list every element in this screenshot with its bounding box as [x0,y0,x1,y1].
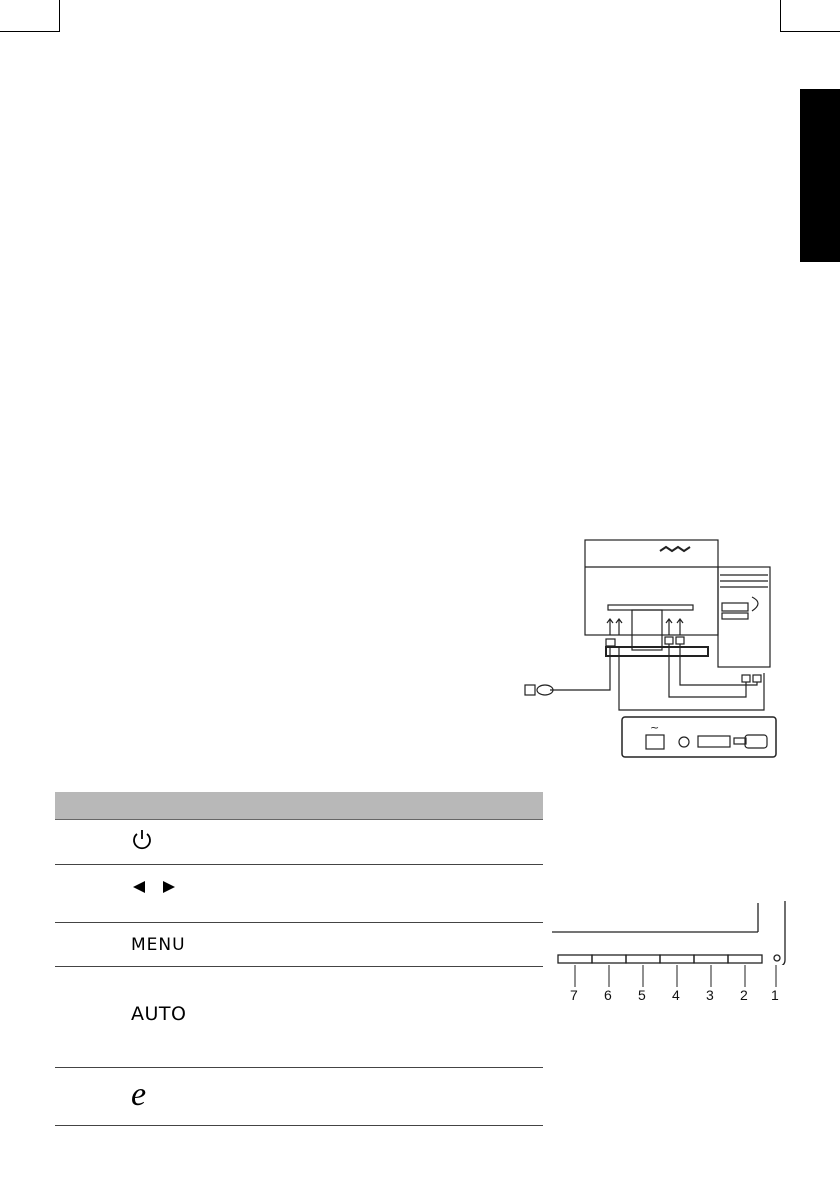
crop-mark-top-right [780,31,840,32]
crop-mark-top-left-v [59,0,60,31]
bezel-label-5: 5 [638,987,646,1003]
left-right-arrows-icon [131,879,181,900]
bezel-label-7: 7 [570,987,578,1003]
auto-icon: AUTO [131,1003,187,1025]
bezel-diagram [550,895,800,965]
table-row [55,967,543,1068]
monitor-back [585,540,718,635]
table-row [55,865,543,923]
table-row [55,1068,543,1126]
table-row [55,923,543,967]
empowering-icon: e [131,1076,147,1113]
table-header [55,792,543,820]
pc-tower [718,567,770,667]
connector-panel [622,717,776,757]
bezel-label-2: 2 [740,987,748,1003]
crop-mark-top-right-v [780,0,781,31]
menu-icon: MENU [131,935,186,955]
power-icon [131,828,153,857]
bezel-label-6: 6 [604,987,612,1003]
bezel-label-1: 1 [771,987,779,1003]
table-row [55,820,543,865]
crop-mark-top-left [0,31,60,32]
tilde-glyph: ~ [650,721,660,734]
bezel-label-4: 4 [672,987,680,1003]
controls-table [55,792,543,1126]
language-side-tab [800,89,840,262]
connection-diagram [520,535,790,765]
bezel-leader-lines [550,963,800,989]
bezel-label-3: 3 [706,987,714,1003]
